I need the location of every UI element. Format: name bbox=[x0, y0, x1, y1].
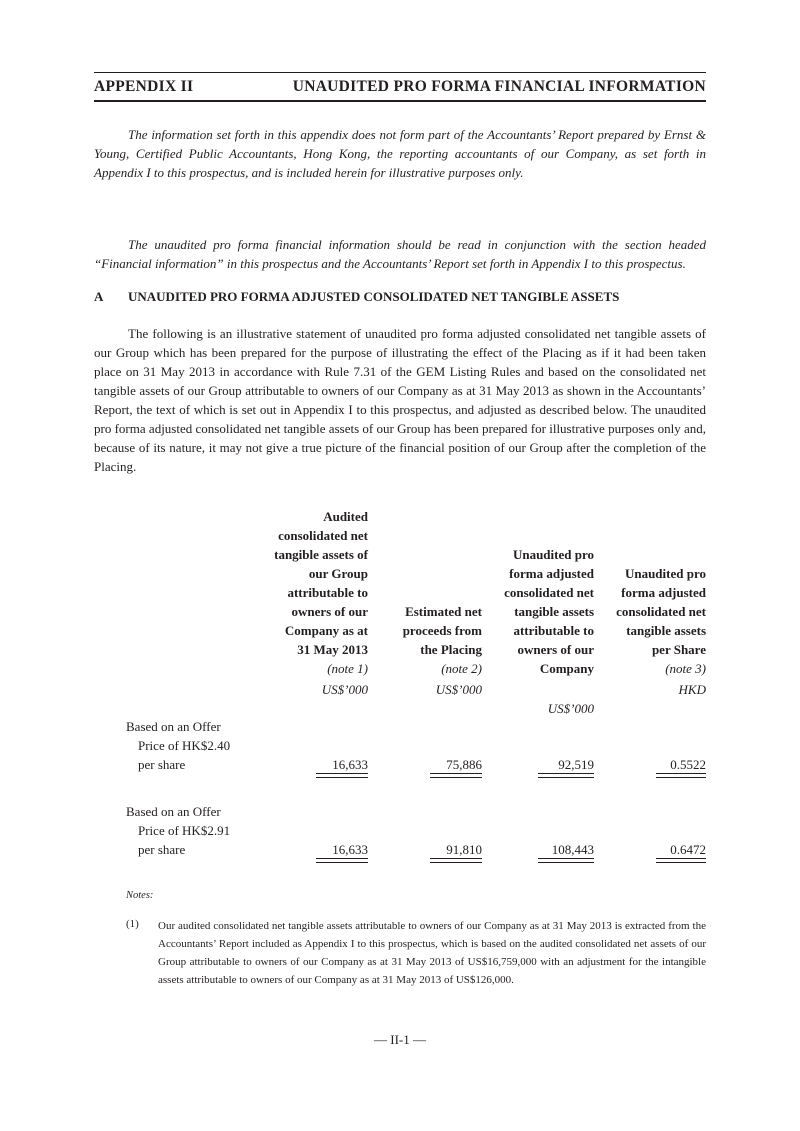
table-cell: 16,633 bbox=[332, 842, 368, 857]
table-row-label: Based on an Offer Price of HK$2.91 per share bbox=[126, 804, 231, 857]
column-note bbox=[484, 678, 594, 697]
column-note: (note 3) bbox=[665, 661, 706, 676]
section-letter: A bbox=[94, 289, 104, 304]
double-underline bbox=[430, 858, 482, 863]
intro-paragraph-2: The unaudited pro forma financial information should be read in conjunction with the section headed “Financial information” in this prospectus and the Accountants’ Report set forth in Appendix I to this prospectus. bbox=[94, 237, 706, 271]
table-cell: 16,633 bbox=[332, 757, 368, 772]
section-body: The following is an illustrative statement of unaudited pro forma adjusted consolidated net tangible assets of our Group which has been prepared for the purpose of illustrating the effect of the Placing as if it had been taken place on 31 May 2013 in accordance with Rule 7.31 of the GEM Listing Rules and based on the consolidated net tangible assets of our Group attributable to owners of our Company as at 31 May 2013 as shown in the Accountants’ Report, the text of which is set out in Appendix I to this prospectus, and adjusted as described below. The unaudited pro forma adjusted consolidated net tangible assets of our Group has been prepared for illustrative purposes only and, because of its nature, it may not give a true picture of the financial position of our Group after the completion of the Placing. bbox=[94, 326, 706, 474]
double-underline bbox=[656, 773, 706, 778]
notes-heading: Notes: bbox=[126, 890, 154, 901]
intro-paragraph-1: The information set forth in this appendix does not form part of the Accountants’ Report prepared by Ernst & Young, Certified Public Accountants, Hong Kong, the reporting accountants of our Company, as set forth in Appendix I to this prospectus, and is included herein for illustrative purposes only. bbox=[94, 127, 706, 180]
note-number: (1) bbox=[126, 918, 139, 930]
double-underline bbox=[430, 773, 482, 778]
column-note: (note 1) bbox=[327, 661, 368, 676]
table-row-label: Based on an Offer Price of HK$2.40 per share bbox=[126, 719, 231, 772]
column-unit: HKD bbox=[678, 682, 706, 697]
note-text: Our audited consolidated net tangible assets attributable to owners of our Company as at 31 May 2013 is extracted from the Accountants’ Report included as Appendix I to this prospectus, which is based on the audited consolidated net assets of our Group attributable to owners of our Company as at 31 May 2013 of US$16,759,000 with an adjustment for the intangible assets attributable to owners of our Company as at 31 May 2013 of US$126,000. bbox=[158, 920, 706, 986]
double-underline bbox=[316, 773, 368, 778]
table-cell: 92,519 bbox=[558, 757, 594, 772]
table-cell: 91,810 bbox=[446, 842, 482, 857]
column-header-nta-per-share: Unaudited pro forma adjusted consolidated net tangible assets per Share (note 3) HKD bbox=[596, 564, 706, 699]
header-top-rule bbox=[94, 72, 706, 73]
appendix-label: APPENDIX II bbox=[94, 78, 194, 95]
table-cell: 0.6472 bbox=[670, 842, 706, 857]
appendix-title: UNAUDITED PRO FORMA FINANCIAL INFORMATION bbox=[292, 78, 706, 95]
section-title: UNAUDITED PRO FORMA ADJUSTED CONSOLIDATED NET TANGIBLE ASSETS bbox=[128, 289, 620, 304]
header-bottom-rule bbox=[94, 100, 706, 102]
page-number: — II-1 — bbox=[374, 1032, 426, 1047]
table-cell: 108,443 bbox=[551, 842, 594, 857]
double-underline bbox=[656, 858, 706, 863]
column-unit: US$’000 bbox=[547, 701, 594, 716]
double-underline bbox=[538, 773, 594, 778]
double-underline bbox=[316, 858, 368, 863]
double-underline bbox=[538, 858, 594, 863]
column-unit: US$’000 bbox=[321, 682, 368, 697]
column-note: (note 2) bbox=[441, 661, 482, 676]
table-cell: 0.5522 bbox=[670, 757, 706, 772]
table-cell: 75,886 bbox=[446, 757, 482, 772]
column-header-pro-forma-nta: Unaudited pro forma adjusted consolidated net tangible assets attributable to owners of our Company US$’000 bbox=[484, 545, 594, 718]
column-header-net-proceeds: Estimated net proceeds from the Placing (note 2) US$’000 bbox=[370, 602, 482, 699]
column-header-audited-nta: Audited consolidated net tangible assets of our Group attributable to owners of our Company as at 31 May 2013 (note 1) US$’000 bbox=[244, 507, 368, 699]
column-unit: US$’000 bbox=[435, 682, 482, 697]
